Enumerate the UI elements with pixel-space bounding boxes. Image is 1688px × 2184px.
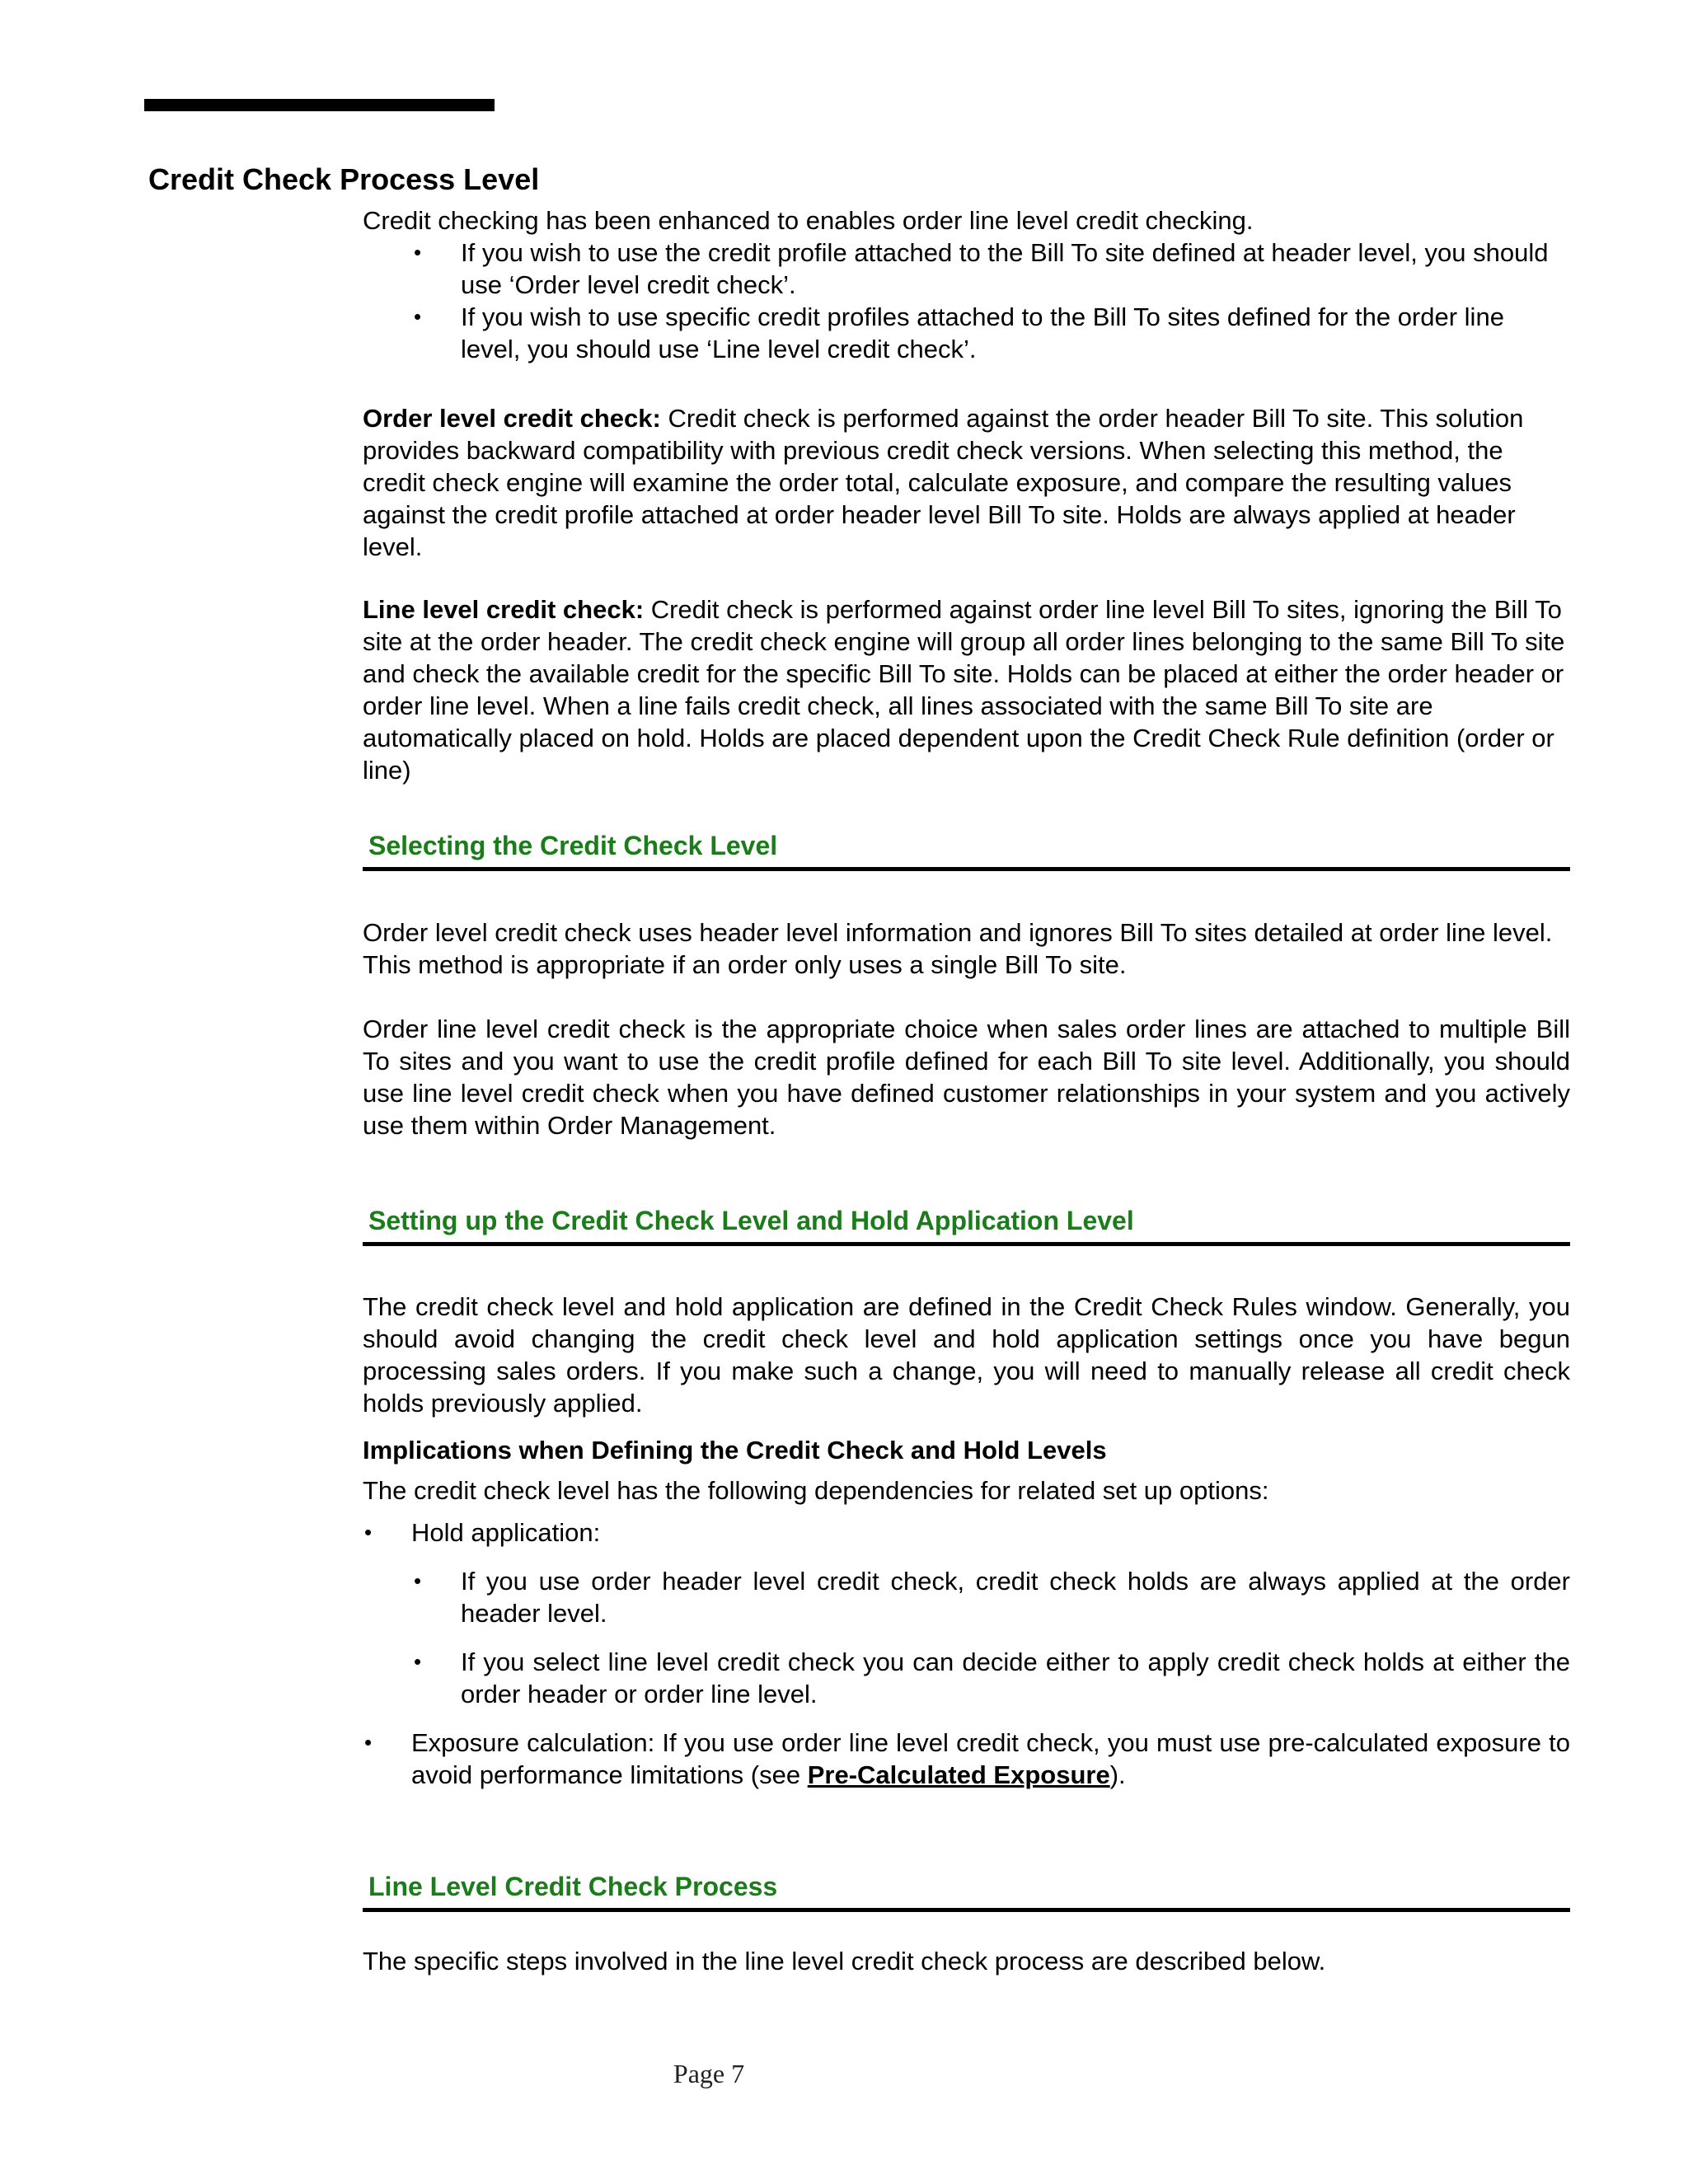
section-heading-line-level-process: Line Level Credit Check Process [363, 1870, 1570, 1912]
list-item-text: If you wish to use the credit profile attached to the Bill To site defined at header level, you should use ‘Order level credit check’. [461, 238, 1549, 299]
bullet-icon: • [414, 1568, 422, 1593]
bullet-icon: • [364, 1520, 373, 1544]
list-item [364, 1727, 1570, 1791]
page-title: Credit Check Process Level [148, 162, 540, 196]
section3-paragraph: The specific steps involved in the line level credit check process are described below. [363, 1947, 1326, 1975]
hold-application-list [363, 1565, 1570, 1710]
order-level-label: Order level credit check: [363, 404, 661, 433]
exposure-list [363, 1727, 1570, 1791]
section2-paragraph-2: The credit check level has the following dependencies for related set up options: [363, 1476, 1269, 1505]
section-heading-setting-up: Setting up the Credit Check Level and Hold Application Level [363, 1204, 1570, 1246]
line-level-block [363, 593, 1570, 786]
intro-block [363, 204, 1570, 365]
section1-paragraph-2: Order line level credit check is the appropriate choice when sales order lines are attached to multiple Bill To sites and you want to use the credit profile defined for each Bill To site level. Additionally, you should use line level credit check when you have defined customer relationships in your system and you actively use them within Order Management. [363, 1015, 1570, 1140]
intro-bullet-list [363, 237, 1570, 365]
section2-paragraph-1: The credit check level and hold application are defined in the Credit Check Rules window. Generally, you should avoid changing the credit check level and hold application settings once you have begun processing sales orders. If you make such a change, you will need to manually release all credit check holds previously applied. [363, 1292, 1570, 1418]
section-heading-selecting: Selecting the Credit Check Level [363, 829, 1570, 871]
line-level-text: Credit check is performed against order line level Bill To sites, ignoring the Bill To site at the order header. The credit check engine will group all order lines belonging to the same Bill To site and check the available credit for the specific Bill To site. Holds can be placed at either the order header or order line level. When a line fails credit check, all lines associated with the same Bill To site are automatically placed on hold. Holds are placed dependent upon the Credit Check Rule definition (order or line) [363, 595, 1565, 785]
header-rule [144, 99, 495, 111]
pre-calculated-exposure-link[interactable]: Pre-Calculated Exposure [807, 1760, 1110, 1789]
list-item-text: If you select line level credit check you can decide either to apply credit check holds at either the order header or order line level. [461, 1647, 1570, 1708]
order-level-text: Credit check is performed against the order header Bill To site. This solution provides backward compatibility with previous credit check versions. When selecting this method, the credit check engine will examine the order total, calculate exposure, and compare the resulting values against the credit profile attached at order header level Bill To site. Holds are always applied at header level. [363, 404, 1524, 561]
bullet-icon: • [414, 1649, 422, 1674]
list-item [414, 1565, 1570, 1629]
line-level-paragraph [363, 593, 1570, 786]
list-item [414, 1646, 1570, 1710]
order-level-block [363, 402, 1570, 563]
intro-paragraph: Credit checking has been enhanced to enables order line level credit checking. [363, 206, 1254, 235]
page-number: Page 7 [673, 2059, 745, 2088]
section3-block [363, 1945, 1570, 1977]
dependencies-list [363, 1516, 1570, 1549]
list-item-text: If you use order header level credit check, credit check holds are always applied at the order header level. [461, 1567, 1570, 1628]
exposure-end: ). [1109, 1760, 1126, 1789]
list-item [414, 237, 1570, 301]
bullet-icon: • [414, 240, 422, 265]
implications-subheading: Implications when Defining the Credit Check and Hold Levels [363, 1436, 1107, 1465]
bullet-icon: • [364, 1730, 373, 1755]
order-level-paragraph [363, 402, 1570, 563]
bullet-icon: • [414, 304, 422, 329]
section2-block [363, 1291, 1570, 1791]
list-item-text: If you wish to use specific credit profiles attached to the Bill To sites defined for the order line level, you should use ‘Line level credit check’. [461, 302, 1504, 363]
section1-block [363, 916, 1570, 1141]
exposure-text: Exposure calculation: If you use order line level credit check, you must use pre-calculated exposure to avoid performance limitations (see [411, 1728, 1570, 1789]
list-item [364, 1516, 1570, 1549]
section1-paragraph-1: Order level credit check uses header level information and ignores Bill To sites detailed at order line level. This method is appropriate if an order only uses a single Bill To site. [363, 918, 1553, 979]
list-item [414, 301, 1570, 365]
list-item-text: Hold application: [411, 1518, 601, 1547]
line-level-label: Line level credit check: [363, 595, 645, 624]
